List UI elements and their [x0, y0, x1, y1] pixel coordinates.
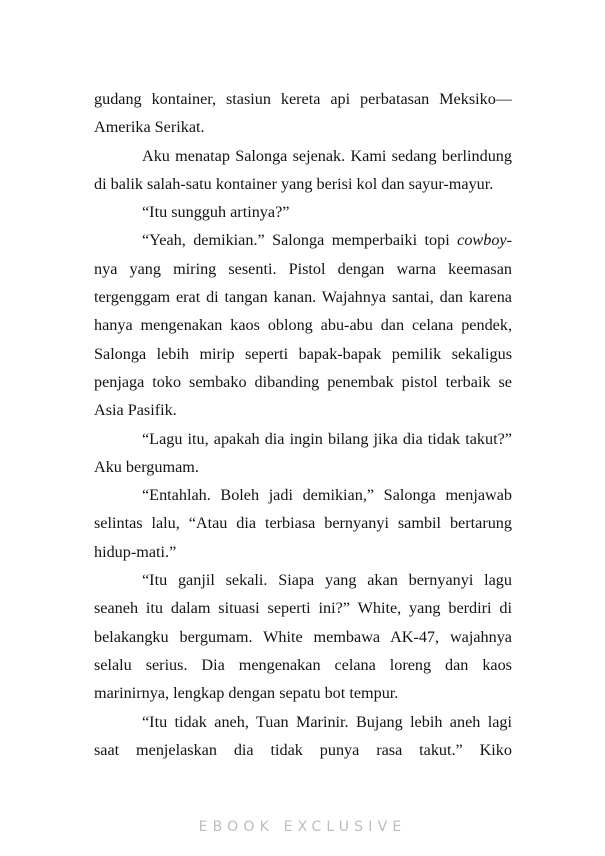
paragraph-4: [94, 226, 512, 424]
paragraph-1: gudang kontainer, stasiun kereta api perbatasan Meksiko—Amerika Serikat.: [94, 90, 512, 137]
paragraph-5: “Lagu itu, apakah dia ingin bilang jika dia tidak takut?” Aku bergumam.: [94, 429, 512, 476]
paragraph-7: “Itu ganjil sekali. Siapa yang akan bernyanyi lagu seaneh itu dalam situasi seperti ini?” White, yang berdiri di belakangku bergumam. White membawa AK-47, wajahnya selalu serius. Dia mengenakan celana loreng dan kaos marinirnya, lengkap dengan sepatu bot tempur.: [94, 571, 512, 703]
paragraph-2: Aku menatap Salonga sejenak. Kami sedang berlindung di balik salah-satu kontainer yang berisi kol dan sayur-mayur.: [94, 146, 512, 193]
paragraph-3: “Itu sungguh artinya?”: [142, 203, 290, 222]
italic-word-cowboy: cowboy: [457, 231, 507, 250]
paragraph-4-part-1: “Yeah, demikian.” Salonga memperbaiki topi: [142, 231, 458, 250]
ebook-exclusive-footer: EBOOK EXCLUSIVE: [198, 819, 407, 835]
page-body: [94, 85, 512, 764]
paragraph-4-part-2: -nya yang miring sesenti. Pistol dengan warna keemasan tergenggam erat di tangan kanan. Wajahnya santai, dan karena hanya mengenakan kaos oblong abu-abu dan celana pendek, Salonga lebih mirip seperti bapak-bapak pemilik sekaligus penjaga toko sembako dibanding penembak pistol terbaik se Asia Pasifik.: [94, 231, 512, 420]
paragraph-8: “Itu tidak aneh, Tuan Marinir. Bujang lebih aneh lagi saat menjelaskan dia tidak punya rasa takut.” Kiko: [94, 712, 512, 759]
paragraph-6: “Entahlah. Boleh jadi demikian,” Salonga menjawab selintas lalu, “Atau dia terbiasa bernyanyi sambil bertarung hidup-mati.”: [94, 486, 512, 561]
